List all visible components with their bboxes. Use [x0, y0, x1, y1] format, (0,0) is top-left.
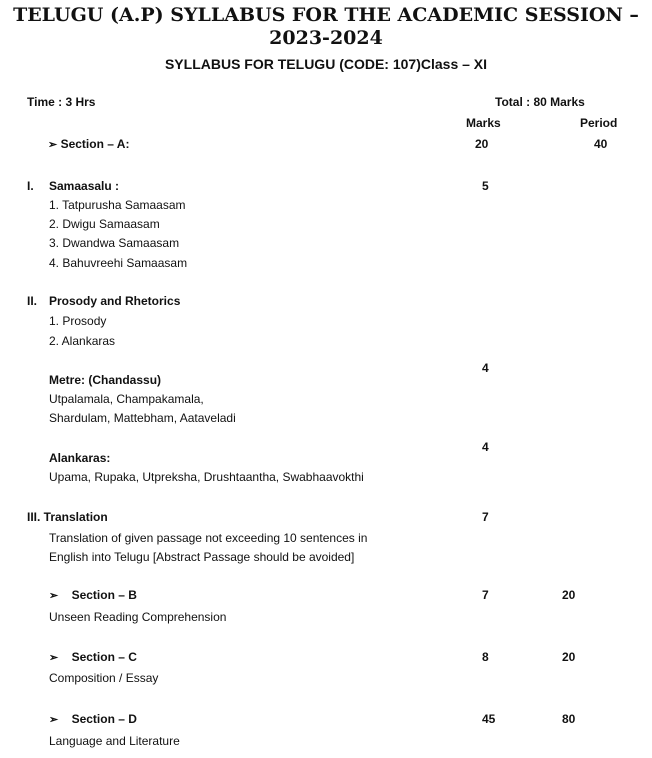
- section-d-heading: [49, 712, 137, 726]
- document-title-line2: 2023-2024: [269, 27, 383, 49]
- part2-item: 1. Prosody: [49, 314, 107, 328]
- part1-item: 2. Dwigu Samaasam: [49, 217, 160, 231]
- section-b-label: Section – B: [71, 588, 137, 602]
- section-d-desc: Language and Literature: [49, 734, 180, 748]
- part1-item: 3. Dwandwa Samaasam: [49, 236, 180, 250]
- section-a-heading: [48, 137, 129, 151]
- subtitle-bold: SYLLABUS: [164, 56, 241, 72]
- section-d-label: Section – D: [71, 712, 137, 726]
- part3-line: English into Telugu [Abstract Passage should be avoided]: [49, 550, 355, 564]
- part1-item: 4. Bahuvreehi Samaasam: [49, 256, 188, 270]
- alankaras-title: Alankaras:: [49, 451, 111, 465]
- document-title-line1: TELUGU (A.P) SYLLABUS FOR THE ACADEMIC SESSION –: [13, 4, 639, 26]
- arrow-bullet-icon: ➢: [49, 590, 59, 602]
- section-a-label: Section – A:: [60, 137, 130, 151]
- marks-column-header: Marks: [466, 116, 501, 130]
- part1-marks: 5: [482, 179, 489, 193]
- metre-line: Shardulam, Mattebham, Aataveladi: [49, 411, 236, 425]
- arrow-bullet-icon: ➢: [49, 714, 59, 726]
- section-d-period: 80: [562, 712, 576, 726]
- section-c-marks: 8: [482, 650, 489, 664]
- section-b-period: 20: [562, 588, 576, 602]
- section-b-marks: 7: [482, 588, 489, 602]
- section-c-heading: [49, 650, 137, 664]
- part3-line: Translation of given passage not exceeding 10 sentences in: [49, 531, 368, 545]
- section-d-marks: 45: [482, 712, 496, 726]
- arrow-bullet-icon: ➢: [49, 652, 59, 664]
- part3-marks: 7: [482, 510, 489, 524]
- alankaras-line: Upama, Rupaka, Utpreksha, Drushtaantha, Swabhaavokthi: [49, 470, 364, 484]
- part1-title: Samaasalu :: [49, 179, 120, 193]
- part1-numeral: I.: [27, 179, 34, 193]
- section-b-heading: [49, 588, 137, 602]
- section-a-marks: 20: [475, 137, 489, 151]
- alankaras-marks: 4: [482, 440, 489, 454]
- section-c-period: 20: [562, 650, 576, 664]
- part3-title: III. Translation: [27, 510, 108, 524]
- part2-title: Prosody and Rhetorics: [49, 294, 181, 308]
- metre-marks: 4: [482, 361, 489, 375]
- total-marks-label: Total : 80 Marks: [495, 95, 585, 109]
- section-b-desc: Unseen Reading Comprehension: [49, 610, 227, 624]
- part1-item: 1. Tatpurusha Samaasam: [49, 198, 186, 212]
- metre-title: Metre: (Chandassu): [49, 373, 162, 387]
- time-label: Time : 3 Hrs: [27, 95, 96, 109]
- document-subtitle: [0, 56, 652, 72]
- section-c-desc: Composition / Essay: [49, 671, 159, 685]
- metre-line: Utpalamala, Champakamala,: [49, 392, 204, 406]
- part2-numeral: II.: [27, 294, 38, 308]
- period-column-header: Period: [580, 116, 618, 130]
- section-a-period: 40: [594, 137, 608, 151]
- part2-item: 2. Alankaras: [49, 334, 116, 348]
- subtitle-rest: FOR TELUGU (CODE: 107)Class – XI: [240, 56, 488, 72]
- arrow-bullet-icon: ➢: [48, 139, 58, 151]
- section-c-label: Section – C: [71, 650, 137, 664]
